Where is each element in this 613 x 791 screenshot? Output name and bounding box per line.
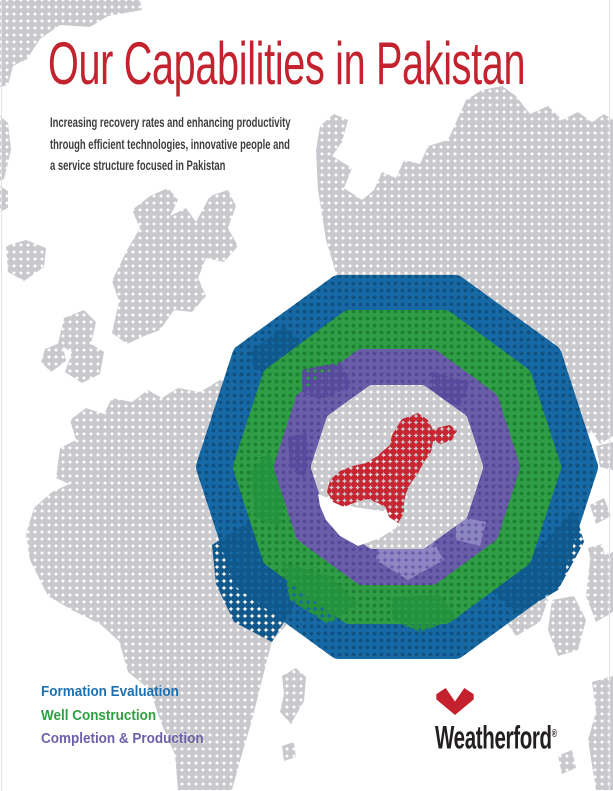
service-lines-list bbox=[41, 681, 204, 752]
map-madagascar bbox=[280, 668, 306, 724]
service-line-completion-production: Completion & Production bbox=[41, 731, 204, 747]
map-se-asia-2 bbox=[548, 596, 586, 656]
subtitle-line: Increasing recovery rates and enhancing productivity bbox=[50, 115, 291, 130]
weatherford-logo-mark-icon bbox=[436, 688, 474, 715]
page-subtitle bbox=[50, 112, 372, 177]
weatherford-logo bbox=[435, 688, 595, 754]
service-line-well-construction: Well Construction bbox=[41, 707, 157, 724]
center-decagon bbox=[318, 393, 475, 546]
page-title: Our Capabilities in Pakistan bbox=[48, 30, 526, 97]
brand-text: Weatherford bbox=[435, 719, 552, 756]
map-right-islet-2 bbox=[590, 498, 611, 524]
map-right-islet-1 bbox=[596, 442, 613, 470]
map-uk bbox=[58, 310, 104, 383]
map-iceland bbox=[6, 240, 46, 281]
page-edge-line-right bbox=[609, 0, 610, 791]
subtitle-line: through efficient technologies, innovative people and bbox=[50, 136, 290, 152]
page-edge-line-left bbox=[1, 0, 2, 791]
map-small-island-2 bbox=[282, 742, 296, 761]
weatherford-wordmark bbox=[435, 718, 557, 756]
service-line-formation-evaluation: Formation Evaluation bbox=[41, 684, 179, 700]
registered-mark: ® bbox=[551, 728, 557, 740]
map-ireland bbox=[41, 342, 66, 372]
subtitle-line: a service structure focused in Pakistan bbox=[50, 158, 226, 173]
map-scandinavia bbox=[112, 188, 238, 344]
